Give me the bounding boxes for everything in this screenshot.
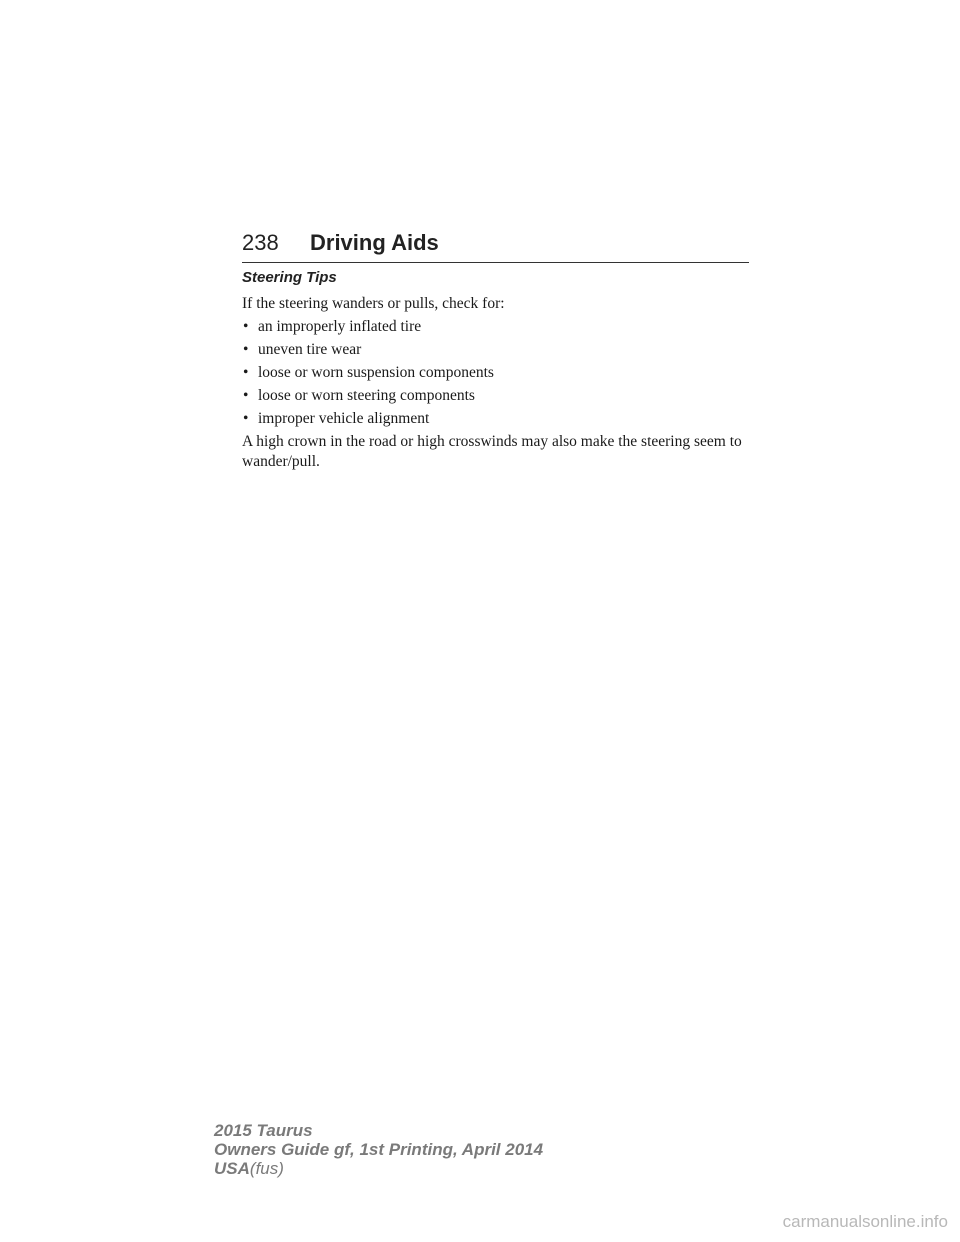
bullet-icon: •: [243, 318, 249, 335]
chapter-title: Driving Aids: [310, 230, 439, 255]
footer-model: 2015 Taurus: [214, 1121, 313, 1140]
list-item: [242, 386, 752, 406]
list-item: [242, 340, 752, 360]
list-item: [242, 363, 752, 383]
list-item-text: improper vehicle alignment: [258, 410, 430, 427]
list-item: [242, 317, 752, 337]
bullet-icon: •: [243, 364, 249, 381]
footer-edition: Owners Guide gf, 1st Printing, April 2014: [214, 1140, 544, 1159]
list-item-text: an improperly inflated tire: [258, 318, 422, 335]
document-footer: [214, 1121, 543, 1178]
section-heading: Steering Tips: [242, 269, 337, 286]
page-content: [242, 268, 752, 472]
list-item-text: uneven tire wear: [258, 341, 362, 358]
footer-region-name: USA: [214, 1159, 250, 1178]
bullet-list: [242, 317, 752, 429]
list-item-text: loose or worn steering components: [258, 387, 475, 404]
bullet-icon: •: [243, 387, 249, 404]
page-number: 238: [242, 230, 279, 255]
list-item: [242, 409, 752, 429]
footer-region: [214, 1159, 543, 1178]
page-header: [242, 230, 749, 263]
bullet-icon: •: [243, 410, 249, 427]
intro-paragraph: If the steering wanders or pulls, check for:: [242, 295, 505, 312]
bullet-icon: •: [243, 341, 249, 358]
list-item-text: loose or worn suspension components: [258, 364, 494, 381]
closing-paragraph: A high crown in the road or high crosswinds may also make the steering seem to wander/pull.: [242, 433, 742, 470]
watermark: carmanualsonline.info: [782, 1212, 948, 1231]
footer-region-code: (fus): [249, 1159, 284, 1178]
